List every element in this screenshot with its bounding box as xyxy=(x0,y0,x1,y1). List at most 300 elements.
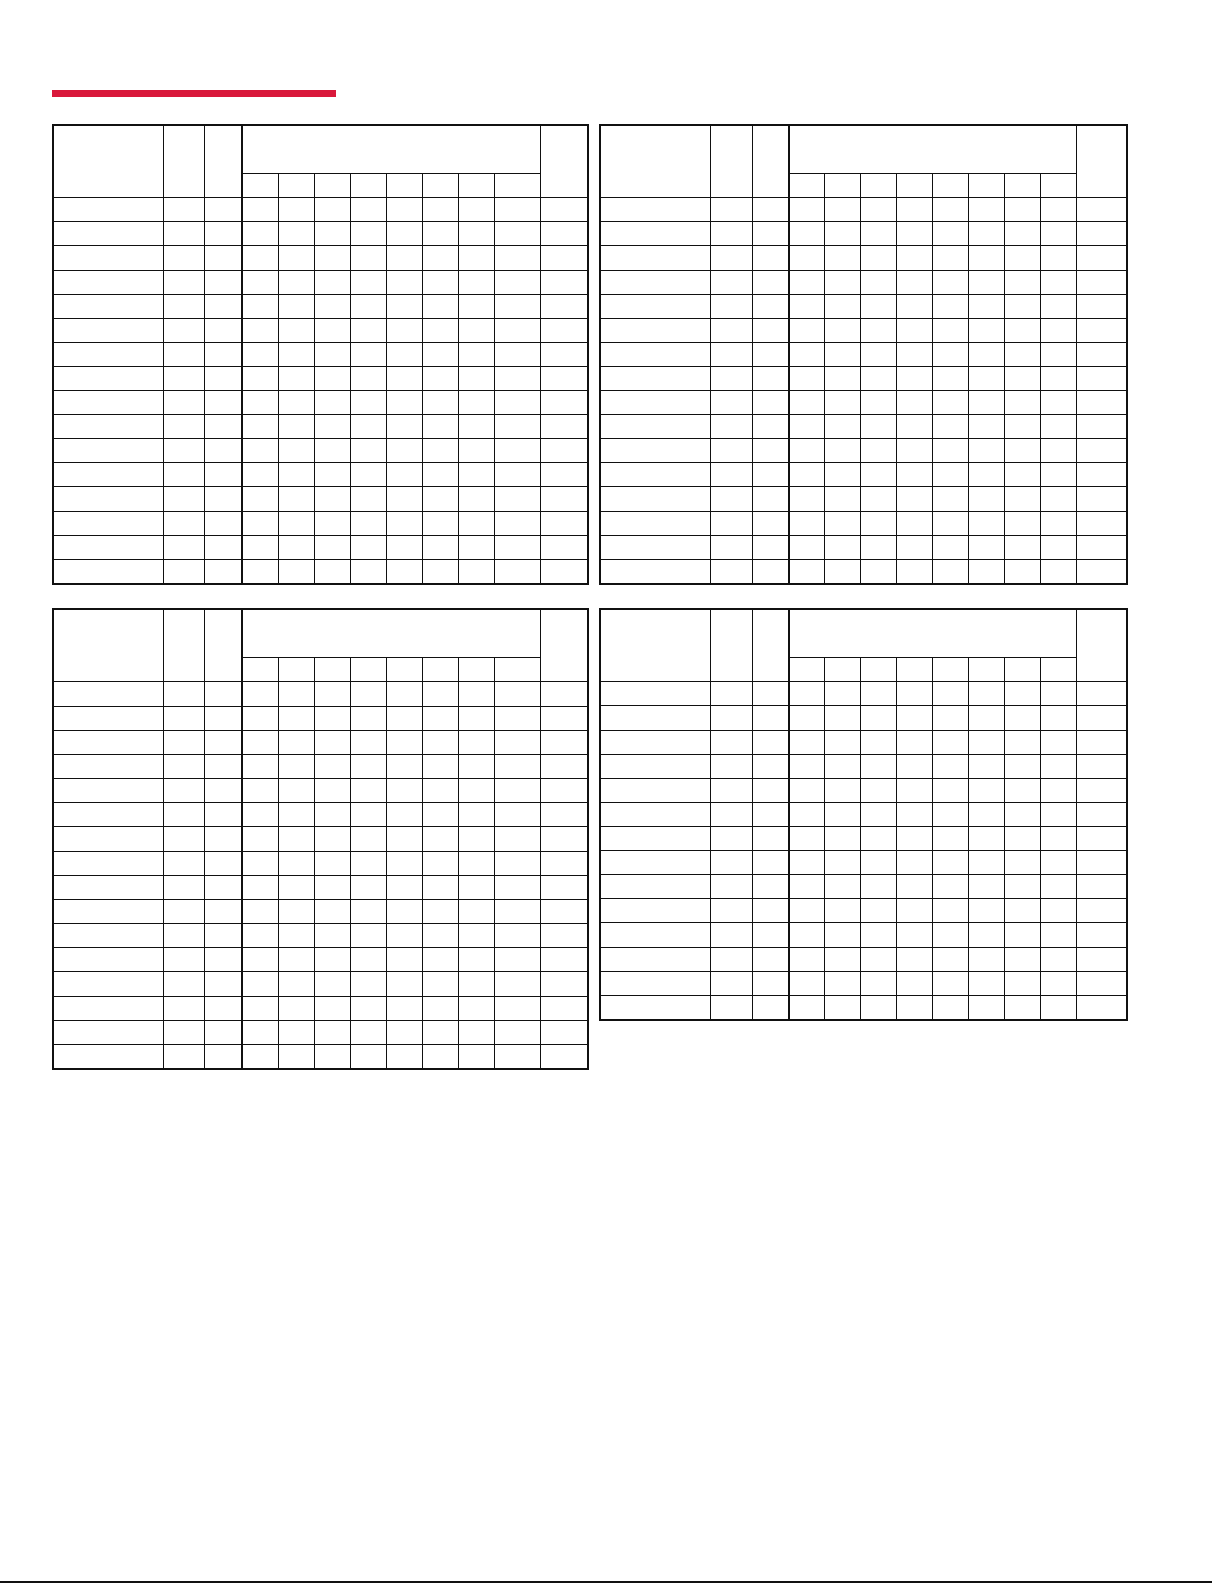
score-cell[interactable] xyxy=(242,535,278,559)
score-cell[interactable] xyxy=(1040,198,1076,222)
name-cell[interactable] xyxy=(53,463,163,487)
score-cell[interactable] xyxy=(1004,778,1040,802)
score-cell[interactable] xyxy=(896,947,932,971)
score-cell[interactable] xyxy=(540,972,588,996)
score-cell[interactable] xyxy=(242,1044,278,1069)
score-cell[interactable] xyxy=(860,535,896,559)
score-cell[interactable] xyxy=(386,270,422,294)
score-cell[interactable] xyxy=(932,463,968,487)
score-cell[interactable] xyxy=(494,996,540,1020)
score-cell[interactable] xyxy=(540,682,588,706)
name-cell[interactable] xyxy=(53,222,163,246)
score-cell[interactable] xyxy=(422,754,458,778)
score-cell[interactable] xyxy=(204,270,242,294)
score-cell[interactable] xyxy=(896,342,932,366)
score-cell[interactable] xyxy=(386,875,422,899)
score-cell[interactable] xyxy=(752,415,789,439)
score-cell[interactable] xyxy=(350,730,386,754)
name-cell[interactable] xyxy=(53,972,163,996)
score-cell[interactable] xyxy=(1004,487,1040,511)
score-cell[interactable] xyxy=(968,391,1004,415)
score-cell[interactable] xyxy=(458,535,494,559)
score-cell[interactable] xyxy=(278,535,314,559)
score-cell[interactable] xyxy=(163,779,204,803)
score-cell[interactable] xyxy=(824,682,860,706)
score-cell[interactable] xyxy=(968,851,1004,875)
score-cell[interactable] xyxy=(1040,511,1076,535)
score-cell[interactable] xyxy=(1040,875,1076,899)
score-cell[interactable] xyxy=(789,342,824,366)
score-cell[interactable] xyxy=(386,827,422,851)
score-cell[interactable] xyxy=(1004,463,1040,487)
score-cell[interactable] xyxy=(422,342,458,366)
name-cell[interactable] xyxy=(53,270,163,294)
score-cell[interactable] xyxy=(540,948,588,972)
score-cell[interactable] xyxy=(458,294,494,318)
score-cell[interactable] xyxy=(1076,971,1127,995)
score-cell[interactable] xyxy=(314,535,350,559)
score-cell[interactable] xyxy=(278,730,314,754)
name-cell[interactable] xyxy=(600,559,710,584)
score-cell[interactable] xyxy=(422,827,458,851)
score-cell[interactable] xyxy=(932,682,968,706)
score-cell[interactable] xyxy=(350,511,386,535)
score-cell[interactable] xyxy=(242,222,278,246)
score-cell[interactable] xyxy=(350,415,386,439)
score-cell[interactable] xyxy=(710,923,752,947)
name-cell[interactable] xyxy=(53,342,163,366)
score-cell[interactable] xyxy=(1076,851,1127,875)
score-cell[interactable] xyxy=(386,754,422,778)
score-cell[interactable] xyxy=(860,923,896,947)
score-cell[interactable] xyxy=(752,487,789,511)
score-cell[interactable] xyxy=(278,851,314,875)
score-cell[interactable] xyxy=(752,947,789,971)
score-cell[interactable] xyxy=(494,1044,540,1069)
score-cell[interactable] xyxy=(860,342,896,366)
score-cell[interactable] xyxy=(1076,899,1127,923)
score-cell[interactable] xyxy=(932,198,968,222)
score-cell[interactable] xyxy=(204,487,242,511)
name-cell[interactable] xyxy=(53,827,163,851)
score-cell[interactable] xyxy=(163,559,204,584)
score-cell[interactable] xyxy=(314,487,350,511)
score-cell[interactable] xyxy=(1076,342,1127,366)
score-cell[interactable] xyxy=(494,827,540,851)
score-cell[interactable] xyxy=(242,415,278,439)
score-cell[interactable] xyxy=(1004,947,1040,971)
score-cell[interactable] xyxy=(242,198,278,222)
score-cell[interactable] xyxy=(932,415,968,439)
score-cell[interactable] xyxy=(422,511,458,535)
score-cell[interactable] xyxy=(314,342,350,366)
score-cell[interactable] xyxy=(1076,730,1127,754)
score-cell[interactable] xyxy=(540,899,588,923)
score-cell[interactable] xyxy=(896,463,932,487)
score-cell[interactable] xyxy=(1004,270,1040,294)
score-cell[interactable] xyxy=(386,366,422,390)
score-cell[interactable] xyxy=(540,851,588,875)
score-cell[interactable] xyxy=(386,198,422,222)
score-cell[interactable] xyxy=(422,559,458,584)
score-cell[interactable] xyxy=(458,851,494,875)
score-cell[interactable] xyxy=(494,415,540,439)
score-cell[interactable] xyxy=(494,730,540,754)
score-cell[interactable] xyxy=(422,439,458,463)
score-cell[interactable] xyxy=(314,730,350,754)
score-cell[interactable] xyxy=(204,366,242,390)
score-cell[interactable] xyxy=(350,803,386,827)
score-cell[interactable] xyxy=(494,318,540,342)
score-cell[interactable] xyxy=(458,875,494,899)
score-cell[interactable] xyxy=(1004,730,1040,754)
name-cell[interactable] xyxy=(53,415,163,439)
score-cell[interactable] xyxy=(163,1044,204,1069)
score-cell[interactable] xyxy=(242,511,278,535)
score-cell[interactable] xyxy=(242,439,278,463)
score-cell[interactable] xyxy=(494,463,540,487)
score-cell[interactable] xyxy=(1040,754,1076,778)
score-cell[interactable] xyxy=(163,511,204,535)
score-cell[interactable] xyxy=(932,875,968,899)
score-cell[interactable] xyxy=(204,222,242,246)
score-cell[interactable] xyxy=(494,535,540,559)
score-cell[interactable] xyxy=(896,730,932,754)
score-cell[interactable] xyxy=(752,511,789,535)
score-cell[interactable] xyxy=(540,222,588,246)
score-cell[interactable] xyxy=(314,1044,350,1069)
name-cell[interactable] xyxy=(600,415,710,439)
score-cell[interactable] xyxy=(1004,802,1040,826)
score-cell[interactable] xyxy=(1040,559,1076,584)
score-cell[interactable] xyxy=(710,875,752,899)
score-cell[interactable] xyxy=(789,487,824,511)
score-cell[interactable] xyxy=(752,802,789,826)
score-cell[interactable] xyxy=(494,559,540,584)
score-cell[interactable] xyxy=(789,535,824,559)
score-cell[interactable] xyxy=(932,439,968,463)
score-cell[interactable] xyxy=(163,439,204,463)
score-cell[interactable] xyxy=(540,706,588,730)
score-cell[interactable] xyxy=(422,222,458,246)
score-cell[interactable] xyxy=(896,318,932,342)
score-cell[interactable] xyxy=(540,415,588,439)
score-cell[interactable] xyxy=(860,487,896,511)
score-cell[interactable] xyxy=(540,366,588,390)
score-cell[interactable] xyxy=(1076,535,1127,559)
score-cell[interactable] xyxy=(824,778,860,802)
score-cell[interactable] xyxy=(932,995,968,1020)
name-cell[interactable] xyxy=(53,948,163,972)
score-cell[interactable] xyxy=(458,682,494,706)
score-cell[interactable] xyxy=(386,851,422,875)
score-cell[interactable] xyxy=(968,463,1004,487)
score-cell[interactable] xyxy=(458,948,494,972)
score-cell[interactable] xyxy=(494,779,540,803)
score-cell[interactable] xyxy=(710,535,752,559)
name-cell[interactable] xyxy=(600,366,710,390)
score-cell[interactable] xyxy=(386,730,422,754)
score-cell[interactable] xyxy=(458,463,494,487)
score-cell[interactable] xyxy=(314,899,350,923)
score-cell[interactable] xyxy=(278,875,314,899)
score-cell[interactable] xyxy=(204,246,242,270)
score-cell[interactable] xyxy=(278,366,314,390)
name-cell[interactable] xyxy=(600,463,710,487)
score-cell[interactable] xyxy=(824,246,860,270)
score-cell[interactable] xyxy=(163,996,204,1020)
score-cell[interactable] xyxy=(789,559,824,584)
score-cell[interactable] xyxy=(932,778,968,802)
score-cell[interactable] xyxy=(968,535,1004,559)
score-cell[interactable] xyxy=(314,754,350,778)
score-cell[interactable] xyxy=(163,803,204,827)
score-cell[interactable] xyxy=(932,947,968,971)
score-cell[interactable] xyxy=(458,1044,494,1069)
name-cell[interactable] xyxy=(600,391,710,415)
name-cell[interactable] xyxy=(53,899,163,923)
score-cell[interactable] xyxy=(242,1020,278,1044)
score-cell[interactable] xyxy=(204,294,242,318)
score-cell[interactable] xyxy=(968,559,1004,584)
score-cell[interactable] xyxy=(204,682,242,706)
score-cell[interactable] xyxy=(242,246,278,270)
score-cell[interactable] xyxy=(932,318,968,342)
score-cell[interactable] xyxy=(968,487,1004,511)
score-cell[interactable] xyxy=(896,535,932,559)
score-cell[interactable] xyxy=(204,198,242,222)
score-cell[interactable] xyxy=(860,730,896,754)
score-cell[interactable] xyxy=(824,511,860,535)
score-cell[interactable] xyxy=(350,924,386,948)
score-cell[interactable] xyxy=(824,270,860,294)
score-cell[interactable] xyxy=(1004,827,1040,851)
score-cell[interactable] xyxy=(540,827,588,851)
score-cell[interactable] xyxy=(204,559,242,584)
score-cell[interactable] xyxy=(860,294,896,318)
score-cell[interactable] xyxy=(896,294,932,318)
score-cell[interactable] xyxy=(242,754,278,778)
score-cell[interactable] xyxy=(494,803,540,827)
score-cell[interactable] xyxy=(204,511,242,535)
score-cell[interactable] xyxy=(422,706,458,730)
score-cell[interactable] xyxy=(710,511,752,535)
score-cell[interactable] xyxy=(1004,415,1040,439)
score-cell[interactable] xyxy=(242,270,278,294)
score-cell[interactable] xyxy=(458,559,494,584)
score-cell[interactable] xyxy=(824,342,860,366)
score-cell[interactable] xyxy=(824,802,860,826)
score-cell[interactable] xyxy=(242,682,278,706)
score-cell[interactable] xyxy=(752,995,789,1020)
name-cell[interactable] xyxy=(600,487,710,511)
score-cell[interactable] xyxy=(1004,318,1040,342)
name-cell[interactable] xyxy=(600,318,710,342)
score-cell[interactable] xyxy=(1076,294,1127,318)
score-cell[interactable] xyxy=(494,439,540,463)
score-cell[interactable] xyxy=(422,1020,458,1044)
score-cell[interactable] xyxy=(932,487,968,511)
score-cell[interactable] xyxy=(314,318,350,342)
score-cell[interactable] xyxy=(932,923,968,947)
score-cell[interactable] xyxy=(458,827,494,851)
score-cell[interactable] xyxy=(204,391,242,415)
score-cell[interactable] xyxy=(752,270,789,294)
score-cell[interactable] xyxy=(540,487,588,511)
score-cell[interactable] xyxy=(242,924,278,948)
score-cell[interactable] xyxy=(710,971,752,995)
score-cell[interactable] xyxy=(752,246,789,270)
score-cell[interactable] xyxy=(314,439,350,463)
score-cell[interactable] xyxy=(350,779,386,803)
score-cell[interactable] xyxy=(458,924,494,948)
name-cell[interactable] xyxy=(600,706,710,730)
score-cell[interactable] xyxy=(710,947,752,971)
score-cell[interactable] xyxy=(1040,535,1076,559)
score-cell[interactable] xyxy=(204,803,242,827)
score-cell[interactable] xyxy=(163,294,204,318)
score-cell[interactable] xyxy=(204,706,242,730)
score-cell[interactable] xyxy=(314,972,350,996)
score-cell[interactable] xyxy=(350,1020,386,1044)
score-cell[interactable] xyxy=(1004,511,1040,535)
score-cell[interactable] xyxy=(314,682,350,706)
score-cell[interactable] xyxy=(204,996,242,1020)
score-cell[interactable] xyxy=(752,535,789,559)
score-cell[interactable] xyxy=(204,463,242,487)
score-cell[interactable] xyxy=(932,899,968,923)
score-cell[interactable] xyxy=(1040,487,1076,511)
score-cell[interactable] xyxy=(458,972,494,996)
name-cell[interactable] xyxy=(600,730,710,754)
score-cell[interactable] xyxy=(824,947,860,971)
name-cell[interactable] xyxy=(53,198,163,222)
score-cell[interactable] xyxy=(860,875,896,899)
score-cell[interactable] xyxy=(824,391,860,415)
score-cell[interactable] xyxy=(1076,487,1127,511)
score-cell[interactable] xyxy=(204,342,242,366)
score-cell[interactable] xyxy=(314,851,350,875)
score-cell[interactable] xyxy=(422,924,458,948)
score-cell[interactable] xyxy=(789,899,824,923)
name-cell[interactable] xyxy=(600,682,710,706)
score-cell[interactable] xyxy=(314,706,350,730)
score-cell[interactable] xyxy=(540,730,588,754)
score-cell[interactable] xyxy=(540,439,588,463)
score-cell[interactable] xyxy=(932,754,968,778)
score-cell[interactable] xyxy=(204,875,242,899)
score-cell[interactable] xyxy=(204,899,242,923)
score-cell[interactable] xyxy=(824,535,860,559)
score-cell[interactable] xyxy=(242,318,278,342)
score-cell[interactable] xyxy=(314,948,350,972)
score-cell[interactable] xyxy=(494,342,540,366)
score-cell[interactable] xyxy=(314,415,350,439)
score-cell[interactable] xyxy=(422,535,458,559)
score-cell[interactable] xyxy=(278,779,314,803)
score-cell[interactable] xyxy=(458,246,494,270)
score-cell[interactable] xyxy=(1004,439,1040,463)
score-cell[interactable] xyxy=(163,487,204,511)
score-cell[interactable] xyxy=(824,899,860,923)
score-cell[interactable] xyxy=(422,294,458,318)
score-cell[interactable] xyxy=(1004,899,1040,923)
score-cell[interactable] xyxy=(278,996,314,1020)
score-cell[interactable] xyxy=(1040,366,1076,390)
score-cell[interactable] xyxy=(968,439,1004,463)
score-cell[interactable] xyxy=(204,924,242,948)
score-cell[interactable] xyxy=(1076,875,1127,899)
score-cell[interactable] xyxy=(204,851,242,875)
score-cell[interactable] xyxy=(789,246,824,270)
score-cell[interactable] xyxy=(789,971,824,995)
score-cell[interactable] xyxy=(896,802,932,826)
score-cell[interactable] xyxy=(789,511,824,535)
score-cell[interactable] xyxy=(314,924,350,948)
score-cell[interactable] xyxy=(789,318,824,342)
score-cell[interactable] xyxy=(1004,294,1040,318)
score-cell[interactable] xyxy=(968,802,1004,826)
score-cell[interactable] xyxy=(1076,318,1127,342)
name-cell[interactable] xyxy=(600,971,710,995)
score-cell[interactable] xyxy=(860,511,896,535)
score-cell[interactable] xyxy=(968,682,1004,706)
score-cell[interactable] xyxy=(896,391,932,415)
score-cell[interactable] xyxy=(278,803,314,827)
score-cell[interactable] xyxy=(932,294,968,318)
score-cell[interactable] xyxy=(789,754,824,778)
score-cell[interactable] xyxy=(540,996,588,1020)
score-cell[interactable] xyxy=(968,778,1004,802)
score-cell[interactable] xyxy=(163,1020,204,1044)
score-cell[interactable] xyxy=(242,948,278,972)
score-cell[interactable] xyxy=(540,535,588,559)
score-cell[interactable] xyxy=(932,559,968,584)
score-cell[interactable] xyxy=(422,875,458,899)
score-cell[interactable] xyxy=(422,366,458,390)
score-cell[interactable] xyxy=(896,778,932,802)
score-cell[interactable] xyxy=(242,827,278,851)
score-cell[interactable] xyxy=(710,778,752,802)
score-cell[interactable] xyxy=(1040,463,1076,487)
score-cell[interactable] xyxy=(494,706,540,730)
score-cell[interactable] xyxy=(1076,415,1127,439)
score-cell[interactable] xyxy=(494,899,540,923)
score-cell[interactable] xyxy=(278,463,314,487)
score-cell[interactable] xyxy=(204,827,242,851)
score-cell[interactable] xyxy=(350,222,386,246)
score-cell[interactable] xyxy=(540,318,588,342)
name-cell[interactable] xyxy=(600,294,710,318)
score-cell[interactable] xyxy=(350,439,386,463)
score-cell[interactable] xyxy=(968,827,1004,851)
score-cell[interactable] xyxy=(350,366,386,390)
score-cell[interactable] xyxy=(1004,754,1040,778)
name-cell[interactable] xyxy=(600,342,710,366)
score-cell[interactable] xyxy=(1076,802,1127,826)
score-cell[interactable] xyxy=(824,875,860,899)
score-cell[interactable] xyxy=(968,511,1004,535)
score-cell[interactable] xyxy=(386,948,422,972)
score-cell[interactable] xyxy=(1076,559,1127,584)
score-cell[interactable] xyxy=(386,342,422,366)
score-cell[interactable] xyxy=(458,415,494,439)
score-cell[interactable] xyxy=(1004,706,1040,730)
score-cell[interactable] xyxy=(242,706,278,730)
score-cell[interactable] xyxy=(314,511,350,535)
score-cell[interactable] xyxy=(494,366,540,390)
score-cell[interactable] xyxy=(968,318,1004,342)
